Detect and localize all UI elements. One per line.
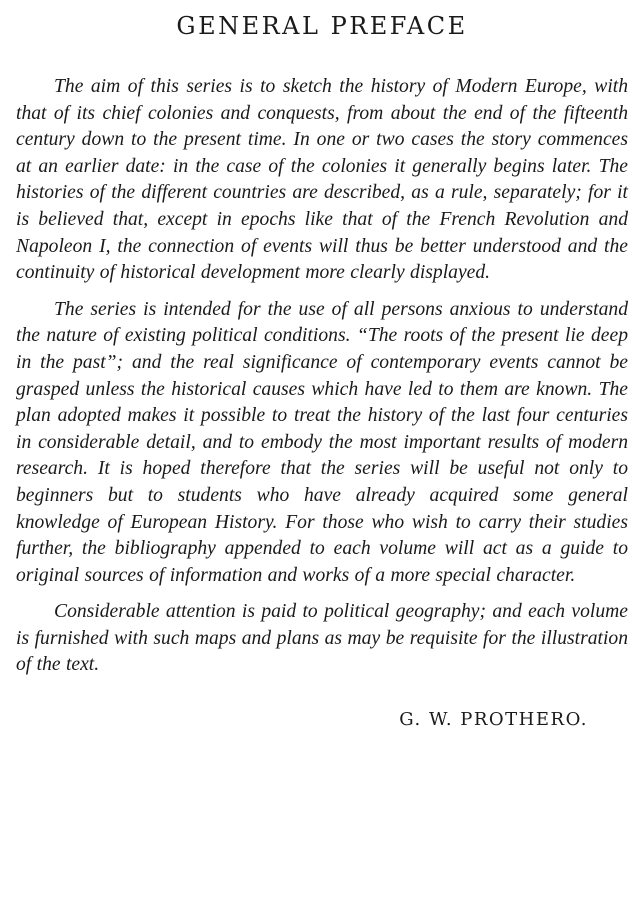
paragraph-geography: Considerable attention is paid to political geography; and each volume is furnished with such maps and plans as may be requisite for the illustration of the text.: [16, 601, 628, 676]
paragraph-intended: The series is intended for the use of all persons anxious to understand the nature of existing political conditions. “The roots of the present lie deep in the past”; and the real significance of contemporary events cannot be grasped unless the historical causes which have led to them are known. The plan adopted makes it possible to treat the history of the last four centuries in considerable detail, and to embody the most important results of modern research. It is hoped therefore that the series will be useful not only to beginners but to students who have already acquired some general knowledge of European History. For those who wish to carry their studies further, the bibliography appended to each volume will act as a guide to original sources of information and works of a more special character.: [16, 298, 628, 586]
paragraph-aim: The aim of this series is to sketch the history of Modern Europe, with that of its chief colonies and conquests, from about the end of the fifteenth century down to the present time. In one or two cases the story commences at an earlier date: in the case of the colonies it generally begins later. The histories of the different countries are described, as a rule, separately; for it is believed that, except in epochs like that of the French Revolution and Napoleon I, the connection of events will thus be better understood and the continuity of historical development more clearly displayed.: [16, 76, 628, 284]
author-signature: G. W. PROTHERO.: [399, 709, 588, 731]
page-title: GENERAL PREFACE: [176, 12, 468, 40]
